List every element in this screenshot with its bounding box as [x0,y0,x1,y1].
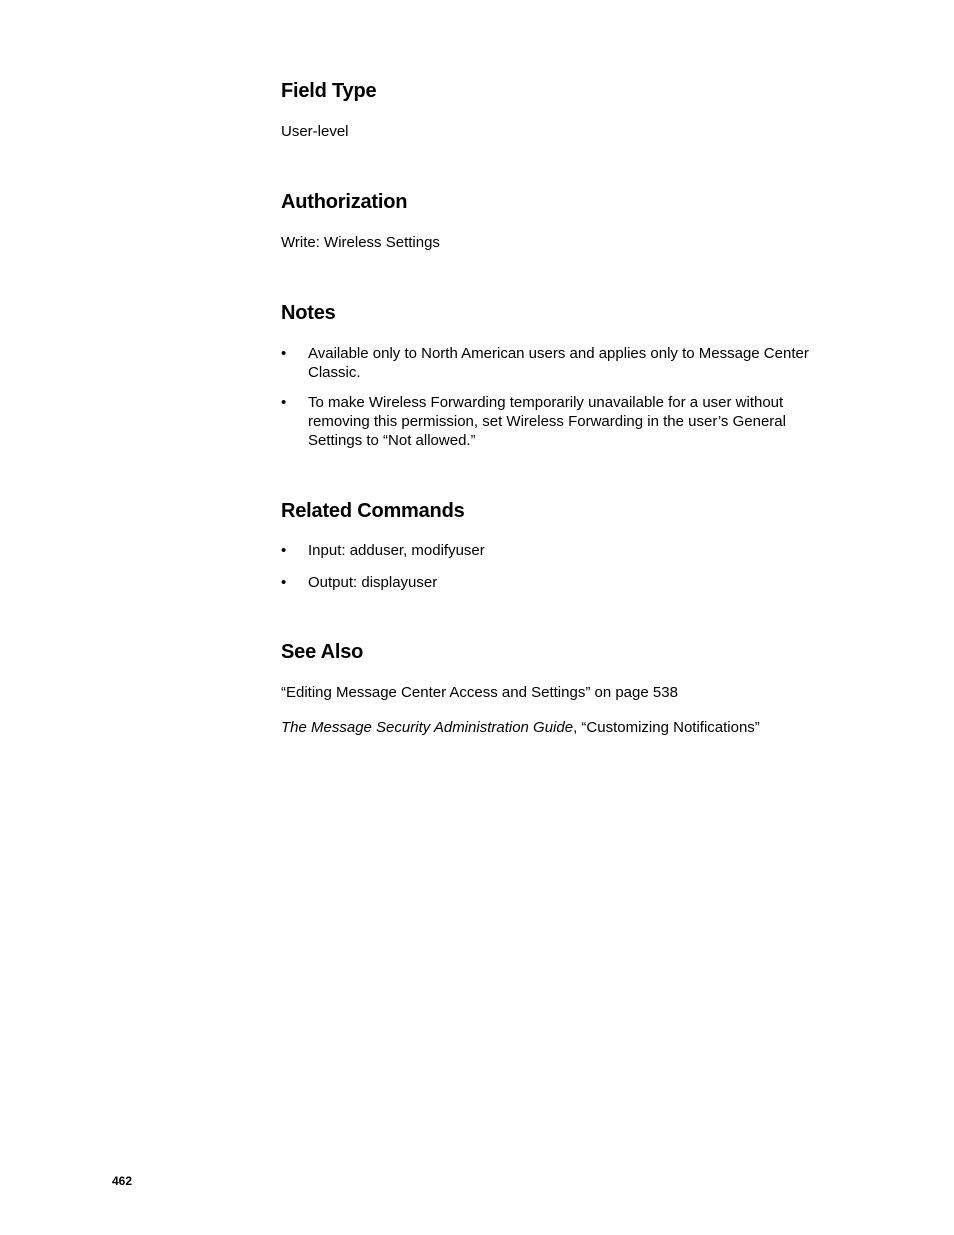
text-line: Output: displayuser [308,574,438,591]
authorization-heading: Authorization [281,191,408,213]
notes-heading: Notes [281,302,336,324]
field-type-value: User-level [281,123,349,140]
bullet-icon: • [281,345,287,362]
notes-bullet-text [308,344,841,382]
see-also-link[interactable]: “Editing Message Center Access and Settings” on page 538 [281,684,678,701]
bullet-icon: • [281,574,287,591]
authorization-value: Write: Wireless Settings [281,234,440,251]
related-commands-heading: Related Commands [281,500,465,522]
text-line: Settings to “Not allowed.” [308,432,476,449]
guide-chapter: , “Customizing Notifications” [573,719,760,736]
see-also-heading: See Also [281,641,364,663]
text-line: To make Wireless Forwarding temporarily unavailable for a user without [308,394,784,411]
text-line: Available only to North American users and applies only to Message Center [308,345,809,362]
text-line: removing this permission, set Wireless Forwarding in the user’s General [308,413,786,430]
field-type-heading: Field Type [281,80,377,102]
text-line: Classic. [308,364,361,381]
text-line: Input: adduser, modifyuser [308,542,485,559]
bullet-icon: • [281,394,287,411]
page-number: 462 [112,1174,133,1188]
related-command-text [308,541,841,560]
guide-title: The Message Security Administration Guide [281,719,574,736]
notes-bullet-text [308,393,841,450]
bullet-icon: • [281,542,287,559]
see-also-guide-reference [281,718,760,737]
related-command-text [308,573,841,592]
